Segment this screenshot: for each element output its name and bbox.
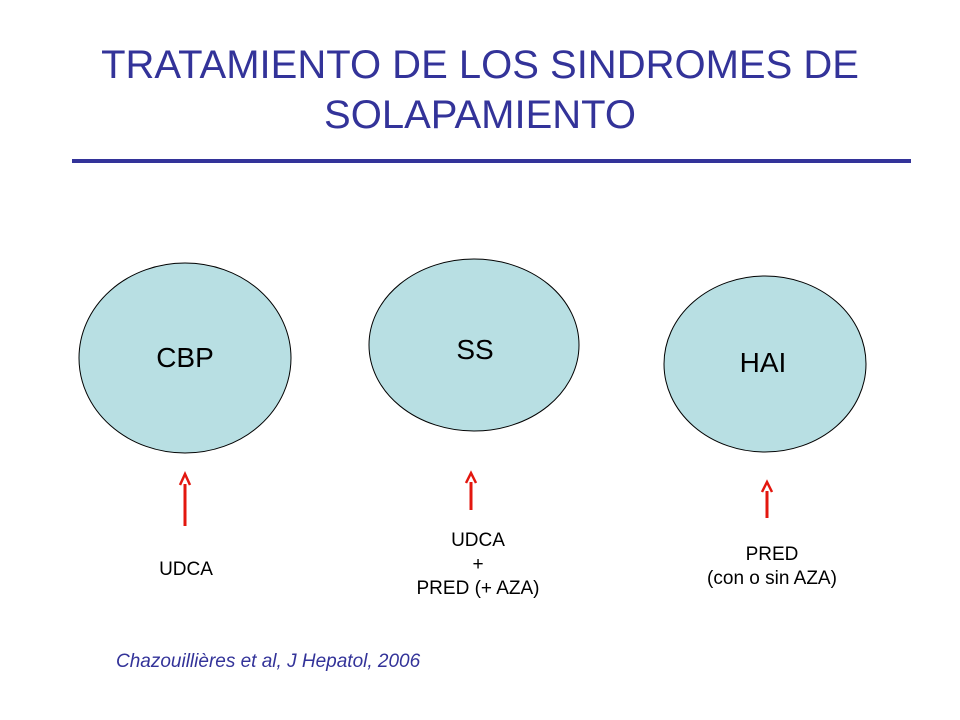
arrow-hai (762, 482, 772, 518)
treatment-ss-line-1: UDCA (451, 530, 505, 551)
node-label-cbp: CBP (156, 342, 214, 373)
treatment-ss-line-3: PRED (+ AZA) (416, 578, 540, 599)
slide-title-line-1: TRATAMIENTO DE LOS SINDROMES DE (101, 43, 859, 87)
node-label-hai: HAI (739, 347, 787, 378)
treatment-ss (358, 529, 598, 601)
slide-title-line-2: SOLAPAMIENTO (324, 93, 636, 137)
treatment-ss-line-2: + (472, 554, 484, 575)
arrow-ss (466, 473, 476, 510)
treatment-hai-line-1: PRED (745, 544, 799, 565)
treatment-hai (652, 543, 892, 591)
treatment-hai-line-2: (con o sin AZA) (707, 568, 837, 589)
arrow-cbp (180, 474, 190, 526)
citation: Chazouillières et al, J Hepatol, 2006 (116, 651, 421, 672)
treatment-cbp (66, 558, 306, 582)
treatment-cbp-line-1: UDCA (159, 559, 213, 580)
node-label-ss: SS (456, 334, 494, 365)
